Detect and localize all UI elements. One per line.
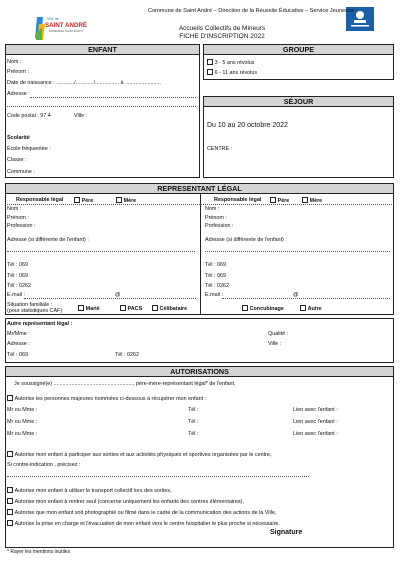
situation-celibataire-checkbox[interactable]: Célibataire <box>152 305 187 312</box>
signature-label: Signature <box>270 529 303 536</box>
centre-label[interactable]: CENTRE : <box>207 146 233 152</box>
enfant-section <box>5 44 200 178</box>
enfant-cp-label[interactable]: Code postal : 97 4 <box>7 113 51 119</box>
resp1-profession[interactable]: Profession : <box>7 223 36 229</box>
photo-checkbox[interactable]: Autorise que mon enfant soit photographié ou filmé dans le cadre de la communication des actions de la Ville, <box>7 509 276 516</box>
resp1-email-at: @ <box>115 292 121 298</box>
resp1-email[interactable]: E.mail : <box>7 292 25 298</box>
hopital-checkbox[interactable]: Autorise la prise en charge et l'évacuation de mon enfant vers le centre hospitalier le plus proche si nécessaire. <box>7 520 280 527</box>
contre-indication-line <box>7 476 309 477</box>
resp2-rule <box>200 204 394 205</box>
resp1-prenom[interactable]: Prénom : <box>7 215 29 221</box>
enfant-header: ENFANT <box>5 44 200 55</box>
recup-lien-3[interactable]: Lien avec l'enfant : <box>293 431 338 437</box>
recup-tel-2[interactable]: Tél : <box>188 419 199 425</box>
recup-tel-3[interactable]: Tél : <box>188 431 199 437</box>
recup-person-2[interactable]: Mr ou Mme : <box>7 419 38 425</box>
groupe-option-6-11[interactable]: 6 - 11 ans révolus <box>207 69 257 76</box>
resp1-pere-checkbox[interactable]: Père <box>74 197 93 204</box>
enfant-adresse-label[interactable]: Adresse : <box>7 91 30 97</box>
groupe-option-3-5[interactable]: 3 - 5 ans révolus <box>207 59 254 66</box>
groupe-header: GROUPE <box>203 44 394 55</box>
resp2-nom[interactable]: Nom : <box>205 206 220 212</box>
footnote: * Rayer les mentions inutiles <box>7 549 71 555</box>
enfant-prenom-label[interactable]: Prénom : <box>7 69 29 75</box>
adresse-line <box>30 97 196 98</box>
resp2-email-line <box>222 298 390 299</box>
representant-divider <box>200 194 201 315</box>
header-line2: Accueils Collectifs de Mineurs <box>178 25 266 32</box>
autre-rep-tel[interactable]: Tél : 069 <box>7 352 28 358</box>
resp2-profession[interactable]: Profession : <box>205 223 234 229</box>
resp-legal-label-2: Responsable légal <box>214 197 262 203</box>
autre-rep-tel2[interactable]: Tél : 0262 <box>115 352 139 358</box>
enfant-nom-label[interactable]: Nom : <box>7 59 22 65</box>
autorisations-header: AUTORISATIONS <box>5 366 394 377</box>
resp2-email-at: @ <box>293 292 299 298</box>
enfant-ville-label[interactable]: Ville : <box>74 113 88 119</box>
sejour-section <box>203 96 394 178</box>
resp1-tel2[interactable]: Tél : 069 <box>7 273 28 279</box>
resp1-email-line <box>24 298 196 299</box>
logo-sub-text: ENSEMBLE MAINTENANT <box>49 29 84 33</box>
autre-rep-qualite[interactable]: Qualité : <box>268 331 289 337</box>
resp2-adresse-line <box>205 251 390 252</box>
resp2-adresse[interactable]: Adresse (si différente de l'enfant) : <box>205 237 287 243</box>
sejour-header: SÉJOUR <box>203 96 394 107</box>
rentrer-seul-checkbox[interactable]: Autorise mon enfant à rentrer seul (concerne uniquement les enfants des centres élémentaires), <box>7 498 244 505</box>
resp2-prenom[interactable]: Prénom : <box>205 215 227 221</box>
resp1-adresse[interactable]: Adresse (si différente de l'enfant) : <box>7 237 89 243</box>
resp2-mere-checkbox[interactable]: Mère <box>302 197 322 204</box>
recup-person-3[interactable]: Mr ou Mme : <box>7 431 38 437</box>
situation-marie-checkbox[interactable]: Marié <box>78 305 100 312</box>
recup-tel-1[interactable]: Tél : <box>188 407 199 413</box>
logo-big-text: SAINT ANDRÉ <box>45 22 88 29</box>
autre-rep-adresse[interactable]: Adresse : <box>7 341 30 347</box>
resp1-adresse-line <box>7 251 195 252</box>
header-line1: Commune de Saint André – Direction de la Réussite Éducative – Service Jeunesse <box>148 8 354 14</box>
autre-rep-title: Autre représentant légal : <box>7 321 73 327</box>
resp2-email[interactable]: E.mail : <box>205 292 223 298</box>
enfant-naissance-label[interactable]: Date de naissance : ............/............/................ à ........................ <box>7 80 161 86</box>
soussigne-text[interactable]: Je soussigné(e) ....................................................., père-mère-représentant légal* de l'enfant, <box>14 381 236 387</box>
sorties-checkbox[interactable]: Autorise mon enfant à participer aux sorties et aux activités physiques et sportives organisées par le centre, <box>7 451 271 458</box>
resp1-rule <box>5 204 200 205</box>
sejour-dates: Du 10 au 20 octobre 2022 <box>207 122 288 129</box>
autre-rep-mr-mme[interactable]: Mr/Mme : <box>7 331 30 337</box>
recup-lien-2[interactable]: Lien avec l'enfant : <box>293 419 338 425</box>
resp-legal-label-1: Responsable légal <box>16 197 64 203</box>
resp2-tel1[interactable]: Tél : 069 <box>205 262 226 268</box>
recup-lien-1[interactable]: Lien avec l'enfant : <box>293 407 338 413</box>
scolarite-title: Scolarité <box>7 135 30 141</box>
logo-small-text: Ville de <box>47 17 59 21</box>
resp1-nom[interactable]: Nom : <box>7 206 22 212</box>
resp1-tel3[interactable]: Tél : 0262 <box>7 283 31 289</box>
contre-indication-label[interactable]: Si contre-indication , précisez : <box>7 462 81 468</box>
transport-checkbox[interactable]: Autorise mon enfant à utiliser le transport collectif lors des sorties, <box>7 487 172 494</box>
page-title: FICHE D'INSCRIPTION 2022 <box>179 33 265 40</box>
resp2-pere-checkbox[interactable]: Père <box>270 197 289 204</box>
representant-header: REPRESENTANT LÉGAL <box>5 183 394 194</box>
resp2-tel3[interactable]: Tél : 0262 <box>205 283 229 289</box>
commune-label[interactable]: Commune : <box>7 169 35 175</box>
resp2-tel2[interactable]: Tél : 069 <box>205 273 226 279</box>
saint-andre-logo <box>33 14 88 44</box>
classe-label[interactable]: Classe : <box>7 157 27 163</box>
ecole-label[interactable]: École fréquentée : <box>7 146 51 152</box>
adresse-line-2 <box>7 106 196 107</box>
autre-rep-ville[interactable]: Ville : <box>268 341 282 347</box>
situation-sub: (pour statistiques CAF) <box>7 308 63 314</box>
situation-pacs-checkbox[interactable]: PACS <box>120 305 142 312</box>
resp1-tel1[interactable]: Tél : 069 <box>7 262 28 268</box>
situation-autre-checkbox[interactable]: Autre <box>300 305 322 312</box>
situation-label: Situation familiale : <box>7 302 53 308</box>
situation-concubinage-checkbox[interactable]: Concubinage <box>242 305 284 312</box>
recup-checkbox[interactable]: Autorise les personnes majeures nommées ci-dessous à récupérer mon enfant : <box>7 395 206 402</box>
resp1-mere-checkbox[interactable]: Mère <box>116 197 136 204</box>
recup-person-1[interactable]: Mr ou Mme : <box>7 407 38 413</box>
